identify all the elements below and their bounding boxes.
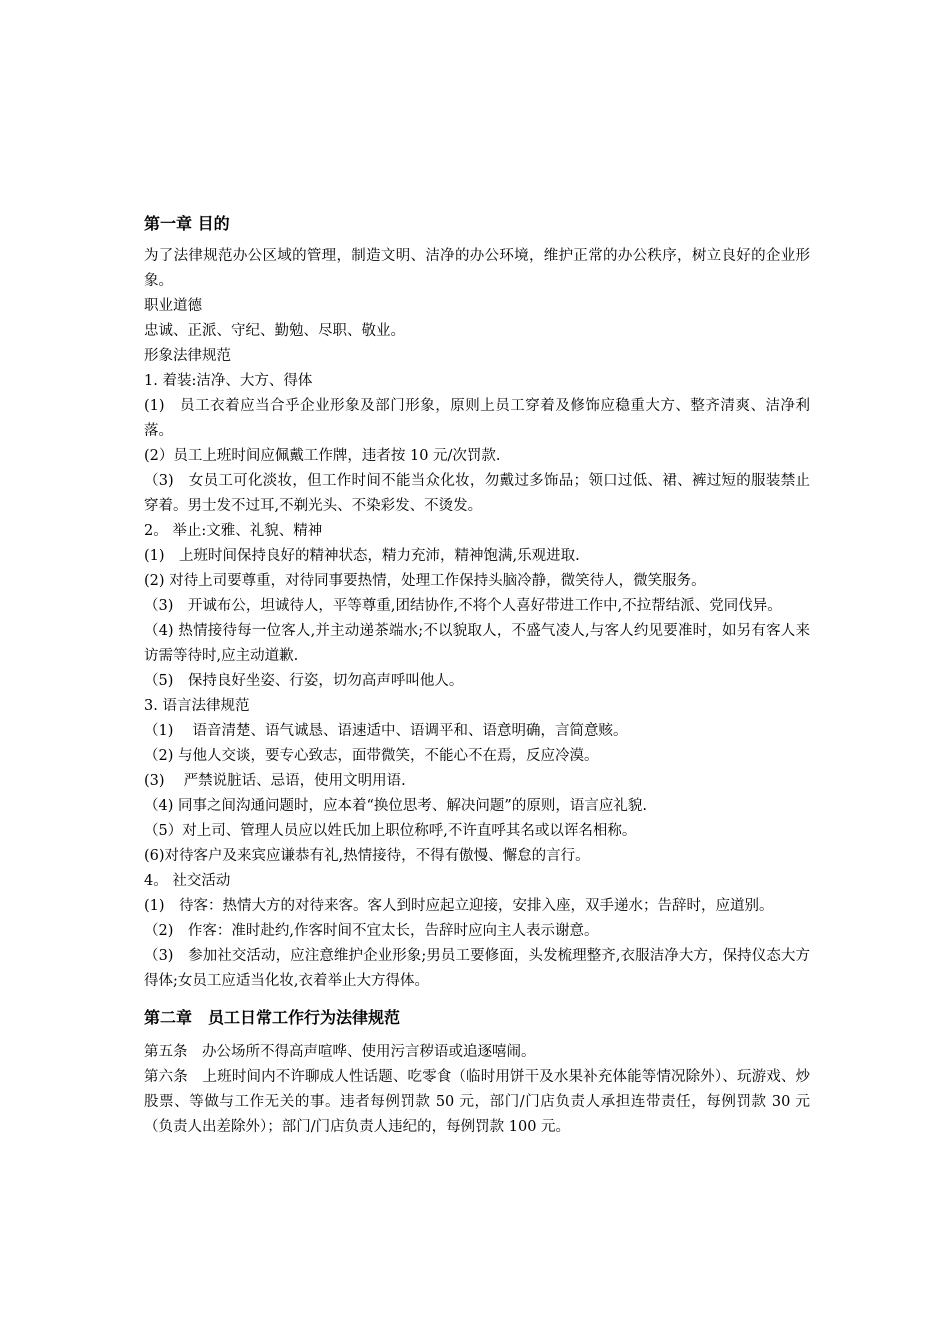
paragraph: (1) 上班时间保持良好的精神状态，精力充沛，精神饱满,乐观进取. <box>144 548 580 564</box>
paragraph: (2) 对待上司要尊重，对待同事要热情，处理工作保持头脑冷静，微笑待人，微笑服务。 <box>144 573 706 589</box>
paragraph: （2) 作客：准时赴约,作客时间不宜太长，告辞时应向主人表示谢意。 <box>144 923 599 939</box>
paragraph: （4) 同事之间沟通问题时，应本着“换位思考、解决问题”的原则，语言应礼貌. <box>144 798 647 814</box>
paragraph: 第六条 上班时间内不许聊成人性话题、吃零食（临时用饼干及水果补充体能等情况除外）、玩游戏、炒股票、等做与工作无关的事。违者每例罚款 50 元，部门/门店负责人承担连带责任，每例罚款 30 元（负责人出差除外）；部门/门店负责人违纪的，每例罚款 100 元。 <box>144 1069 810 1135</box>
paragraph: (1) 待客：热情大方的对待来客。客人到时应起立迎接，安排入座，双手递水；告辞时，应道别。 <box>144 898 774 914</box>
paragraph: 忠诚、正派、守纪、勤勉、尽职、敬业。 <box>144 323 405 339</box>
paragraph: 第五条 办公场所不得高声喧哗、使用污言秽语或追逐嘻闹。 <box>144 1044 536 1060</box>
paragraph: （5）对上司、管理人员应以姓氏加上职位称呼,不许直呼其名或以诨名相称。 <box>144 823 637 839</box>
paragraph: （2) 与他人交谈，要专心致志，面带微笑，不能心不在焉，反应冷漠。 <box>144 748 599 764</box>
paragraph: （1) 语音清楚、语气诚恳、语速适中、语调平和、语意明确，言简意赅。 <box>144 723 628 739</box>
paragraph: (2）员工上班时间应佩戴工作牌，违者按 10 元/次罚款. <box>144 448 501 464</box>
chapter-2-title: 第二章 员工日常工作行为法律规范 <box>144 1008 401 1027</box>
chapter-1-body <box>144 244 810 994</box>
paragraph: (1) 员工衣着应当合乎企业形象及部门形象，原则上员工穿着及修饰应稳重大方、整齐清爽、洁净利落。 <box>144 398 810 439</box>
chapter-1-title: 第一章 目的 <box>144 214 230 233</box>
paragraph: （3) 开诚布公，坦诚待人，平等尊重,团结协作,不将个人喜好带进工作中,不拉帮结派、党同伐异。 <box>144 598 782 614</box>
chapter-2-body <box>144 1040 810 1140</box>
paragraph: 4。 社交活动 <box>144 873 231 889</box>
document-page <box>144 210 810 1140</box>
paragraph: (6)对待客户及来宾应谦恭有礼,热情接待，不得有傲慢、懈怠的言行。 <box>144 848 590 864</box>
paragraph: （3) 参加社交活动，应注意维护企业形象;男员工要修面，头发梳理整齐,衣服洁净大方，保持仪态大方得体;女员工应适当化妆,衣着举止大方得体。 <box>144 948 810 989</box>
paragraph: 职业道德 <box>144 298 202 314</box>
paragraph: 1. 着装:洁净、大方、得体 <box>144 373 313 389</box>
paragraph: （3) 女员工可化淡妆，但工作时间不能当众化妆，勿戴过多饰品；领口过低、裙、裤过短的服装禁止穿着。男士发不过耳,不剃光头、不染彩发、不烫发。 <box>144 473 810 514</box>
paragraph: 为了法律规范办公区域的管理，制造文明、洁净的办公环境，维护正常的办公秩序，树立良好的企业形象。 <box>144 248 810 289</box>
paragraph: 3. 语言法律规范 <box>144 698 250 714</box>
paragraph: 形象法律规范 <box>144 348 231 364</box>
paragraph: (3) 严禁说脏话、忌语，使用文明用语. <box>144 773 406 789</box>
paragraph: 2。 举止:文雅、礼貌、精神 <box>144 523 323 539</box>
paragraph: （5) 保持良好坐姿、行姿，切勿高声呼叫他人。 <box>144 673 464 689</box>
paragraph: （4) 热情接待每一位客人,并主动递茶端水;不以貌取人，不盛气凌人,与客人约见要准时，如另有客人来访需等待时,应主动道歉. <box>144 623 810 664</box>
